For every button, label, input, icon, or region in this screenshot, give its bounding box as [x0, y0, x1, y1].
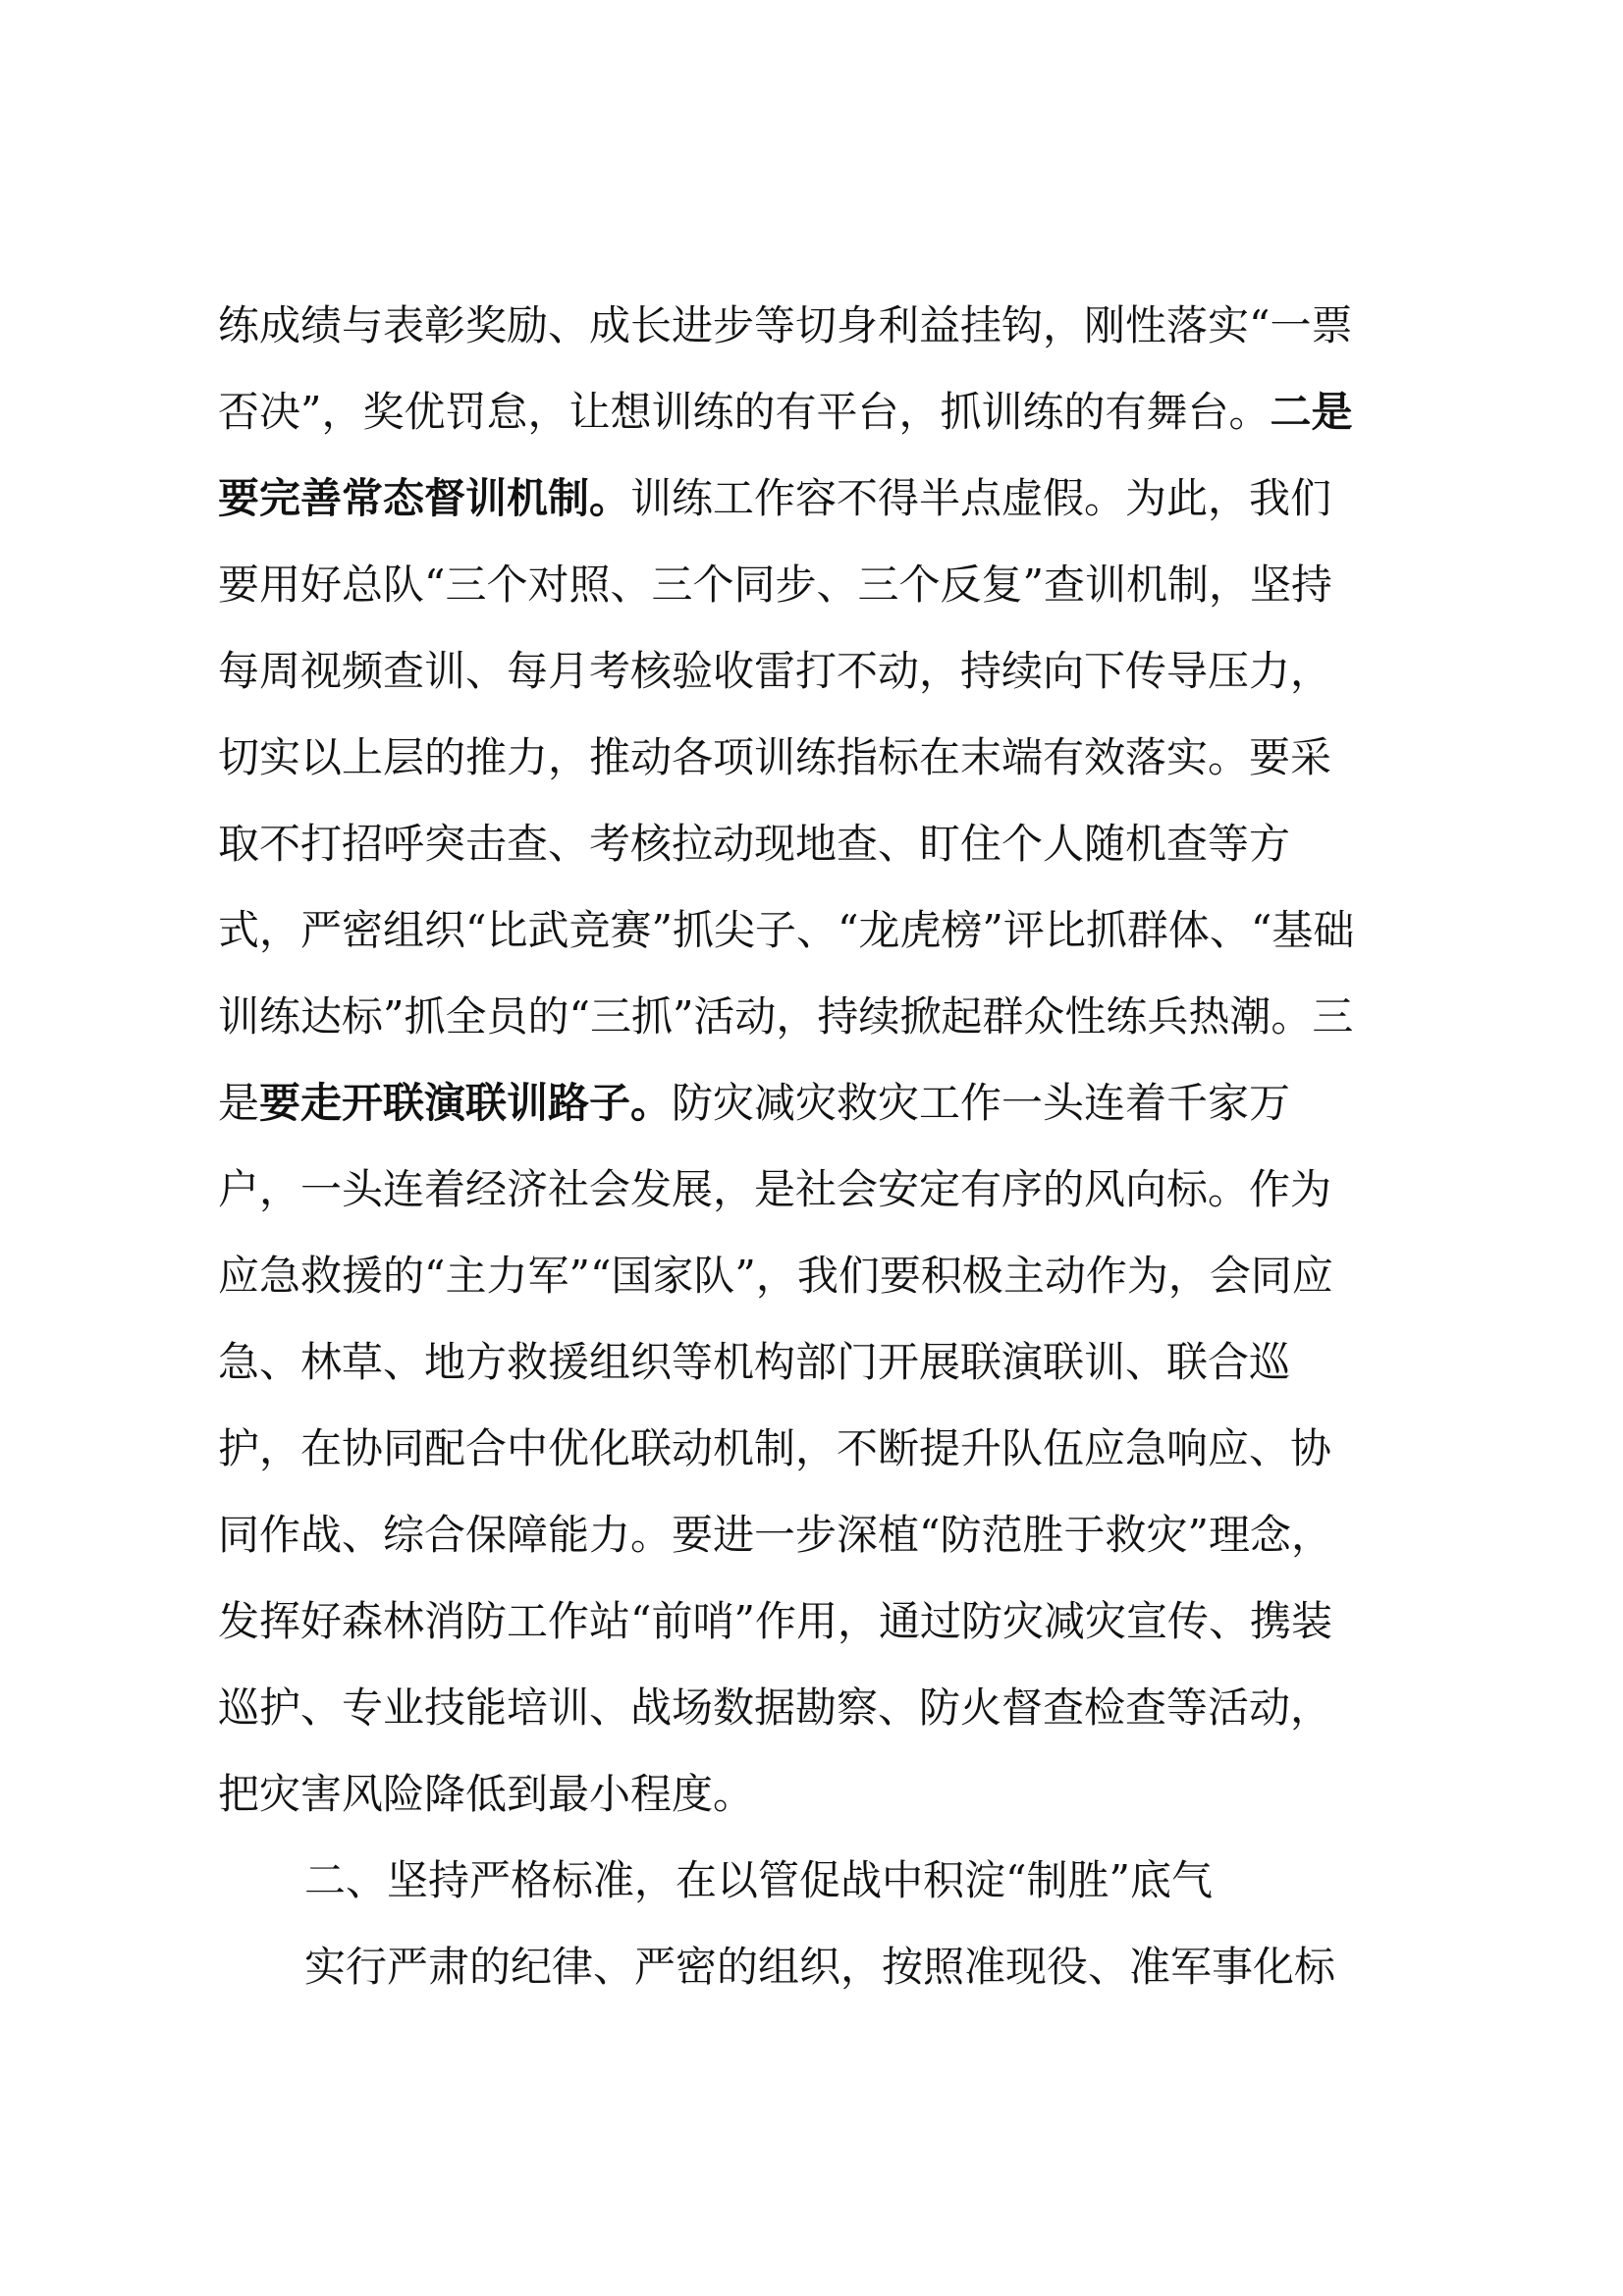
text-run: 式，严密组织“比武竞赛”抓尖子、“龙虎榜”评比抓群体、“基础	[218, 906, 1355, 954]
text-run: 户，一头连着经济社会发展，是社会安定有序的风向标。作为	[218, 1165, 1332, 1213]
text-run: 急、林草、地方救援组织等机构部门开展联演联训、联合巡	[218, 1338, 1291, 1386]
bold-heading-run: 要走开联演联训路子。	[259, 1079, 673, 1127]
text-line-11	[218, 1147, 1416, 1233]
text-line-7	[218, 801, 1416, 887]
bold-heading-run: 二是	[1270, 388, 1353, 436]
text-line-8	[218, 887, 1416, 974]
text-line-18	[218, 1751, 1416, 1838]
text-run: 把灾害风险降低到最小程度。	[218, 1770, 755, 1818]
text-run: 取不打招呼突击查、考核拉动现地查、盯住个人随机查等方	[218, 820, 1291, 868]
text-run: 训练达标”抓全员的“三抓”活动，持续掀起群众性练兵热潮。三	[218, 992, 1354, 1041]
text-run: 发挥好森林消防工作站“前哨”作用，通过防灾减灾宣传、携装	[218, 1597, 1332, 1645]
bold-heading-run: 要完善常态督训机制。	[218, 474, 631, 522]
text-run: 实行严肃的纪律、严密的组织，按照准现役、准军事化标	[304, 1943, 1336, 1991]
section-heading-text: 二、坚持严格标准，在以管促战中积淀“制胜”底气	[304, 1856, 1213, 1904]
text-run: 练成绩与表彰奖励、成长进步等切身利益挂钩，刚性落实“一票	[218, 301, 1353, 349]
text-run: 每周视频查训、每月考核验收雷打不动，持续向下传导压力，	[218, 647, 1332, 695]
text-line-13	[218, 1319, 1416, 1406]
text-line-6	[218, 715, 1416, 801]
text-line-1	[218, 283, 1416, 369]
text-line-20	[218, 1924, 1416, 2010]
text-line-3	[218, 455, 1416, 542]
text-line-15	[218, 1492, 1416, 1578]
text-line-16	[218, 1578, 1416, 1665]
text-run: 应急救援的“主力军”“国家队”，我们要积极主动作为，会同应	[218, 1252, 1333, 1300]
text-line-4	[218, 542, 1416, 628]
text-run: 要用好总队“三个对照、三个同步、三个反复”查训机制，坚持	[218, 561, 1332, 609]
text-run: 训练工作容不得半点虚假。为此，我们	[630, 474, 1332, 522]
text-run: 巡护、专业技能培训、战场数据勘察、防火督查检查等活动，	[218, 1683, 1332, 1732]
text-run: 同作战、综合保障能力。要进一步深植“防范胜于救灾”理念，	[218, 1511, 1332, 1559]
text-line-14	[218, 1406, 1416, 1492]
text-line-5	[218, 628, 1416, 715]
text-line-17	[218, 1665, 1416, 1751]
section-heading	[218, 1838, 1416, 1924]
text-line-12	[218, 1233, 1416, 1319]
text-run: 防灾减灾救灾工作一头连着千家万	[672, 1079, 1291, 1127]
document-body	[218, 283, 1416, 2010]
text-run: 切实以上层的推力，推动各项训练指标在末端有效落实。要采	[218, 733, 1332, 781]
text-line-10	[218, 1060, 1416, 1147]
text-line-9	[218, 974, 1416, 1060]
text-run: 否决”，奖优罚怠，让想训练的有平台，抓训练的有舞台。	[218, 388, 1271, 436]
text-line-2	[218, 369, 1416, 455]
text-run: 是	[218, 1079, 260, 1127]
text-run: 护，在协同配合中优化联动机制，不断提升队伍应急响应、协	[218, 1424, 1332, 1472]
